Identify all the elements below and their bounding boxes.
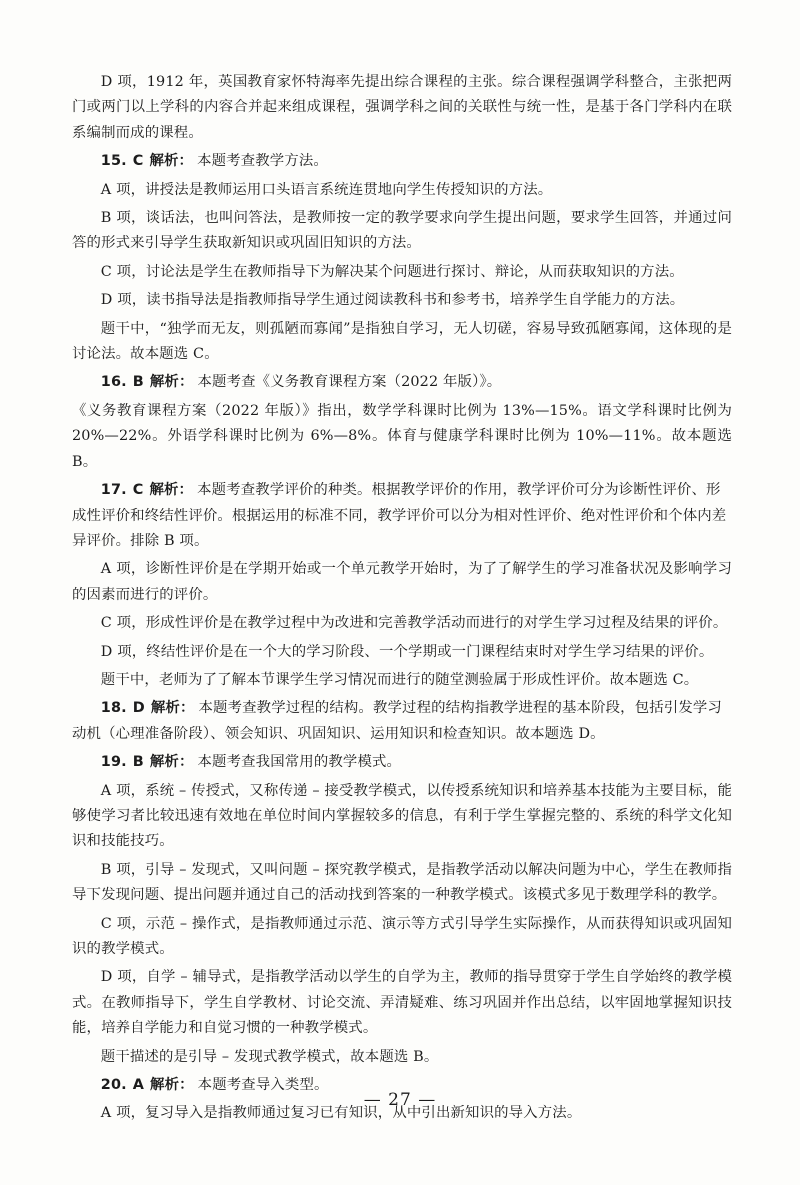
paragraph: C 项，形成性评价是在教学过程中为改进和完善教学活动而进行的对学生学习过程及结果的评价。 bbox=[100, 615, 728, 632]
analysis-text: 本题考查教学过程的结构。教学过程的结构指教学进程的基本阶段，包括引发学习动机（心理准备阶段）、领会知识、巩固知识、运用知识和检查知识。故本题选 D。 bbox=[72, 700, 722, 742]
analysis-label: 解析： bbox=[149, 482, 194, 499]
question-answer-heading bbox=[72, 478, 732, 554]
answer-letter: B bbox=[132, 374, 144, 391]
paragraph: A 项，诊断性评价是在学期开始或一个单元教学开始时，为了了解学生的学习准备状况及影响学习的因素而进行的评价。 bbox=[72, 561, 732, 603]
question-number: 17. bbox=[100, 482, 127, 499]
paragraph: 题干中，“独学而无友，则孤陋而寡闻”是指独自学习，无人切磋，容易导致孤陋寡闻，这体现的是讨论法。故本题选 C。 bbox=[72, 320, 732, 363]
question-answer-heading bbox=[72, 370, 732, 395]
paragraph: B 项，引导 – 发现式，又叫问题 – 探究教学模式，是指教学活动以解决问题为中心，学生在教师指导下发现问题、提出问题并通过自己的活动找到答案的一种教学模式。该模式多见于数理学科的教学。 bbox=[72, 861, 732, 904]
page-number: — 27 — bbox=[363, 1090, 437, 1110]
analysis-text: 本题考查教学评价的种类。根据教学评价的作用，教学评价可分为诊断性评价、形成性评价和终结性评价。根据运用的标准不同，教学评价可以分为相对性评价、绝对性评价和个体内差异评价。排除 B 项。 bbox=[72, 482, 727, 549]
question-number: 20. bbox=[100, 1077, 127, 1094]
paragraph: 《义务教育课程方案（2022 年版）》指出，数学学科课时比例为 13%—15%。语文学科课时比例为 20%—22%。外语学科课时比例为 6%—8%。体育与健康学科课时比例为 10%—11%。故本题选 B。 bbox=[72, 402, 732, 470]
analysis-label: 解析： bbox=[149, 153, 194, 170]
paragraph: D 项，终结性评价是在一个大的学习阶段、一个学期或一门课程结束时对学生学习结果的评价。 bbox=[100, 643, 714, 660]
answer-letter: D bbox=[132, 700, 145, 717]
answer-letter: C bbox=[132, 482, 144, 499]
analysis-label: 解析： bbox=[149, 374, 194, 391]
paragraph: A 项，复习导入是指教师通过复习已有知识，从中引出新知识的导入方法。 bbox=[100, 1105, 582, 1122]
question-answer-heading bbox=[72, 696, 732, 747]
question-answer-heading bbox=[72, 750, 732, 775]
paragraph: C 项，讨论法是学生在教师指导下为解决某个问题进行探讨、辩论，从而获取知识的方法。 bbox=[100, 263, 684, 280]
question-number: 19. bbox=[100, 754, 127, 771]
paragraph: B 项，谈话法，也叫问答法，是教师按一定的教学要求向学生提出问题，要求学生回答，并通过问答的形式来引导学生获取新知识或巩固旧知识的方法。 bbox=[72, 210, 732, 252]
analysis-text: 本题考查我国常用的教学模式。 bbox=[197, 754, 402, 771]
answer-letter: C bbox=[132, 153, 144, 170]
analysis-text: 本题考查教学方法。 bbox=[197, 153, 328, 170]
answer-letter: B bbox=[132, 754, 144, 771]
question-number: 18. bbox=[100, 700, 127, 717]
paragraph: D 项，1912 年，英国教育家怀特海率先提出综合课程的主张。综合课程强调学科整合，主张把两门或两门以上学科的内容合并起来组成课程，强调学科之间的关联性与统一性，是基于各门学科内在联系编制而成的课程。 bbox=[72, 74, 732, 141]
analysis-label: 解析： bbox=[149, 754, 194, 771]
analysis-text: 本题考查《义务教育课程方案（2022 年版）》。 bbox=[197, 374, 502, 391]
question-number: 16. bbox=[100, 374, 127, 391]
paragraph: 题干描述的是引导 – 发现式教学模式，故本题选 B。 bbox=[100, 1048, 439, 1065]
question-answer-heading bbox=[72, 149, 732, 174]
paragraph: D 项，读书指导法是指教师指导学生通过阅读教科书和参考书，培养学生自学能力的方法。 bbox=[100, 292, 685, 309]
paragraph: D 项，自学 – 辅导式，是指教学活动以学生的自学为主，教师的指导贯穿于学生自学始终的教学模式。在教师指导下，学生自学教材、讨论交流、弄清疑难、练习巩固并作出总结，以牢固地掌握知识技能，培养自学能力和自觉习惯的一种教学模式。 bbox=[72, 969, 732, 1037]
paragraph: A 项，系统 – 传授式，又称传递 – 接受教学模式，以传授系统知识和培养基本技能为主要目标，能够使学习者比较迅速有效地在单位时间内掌握较多的信息，有利于学生掌握完整的、系统的科学文化知识和技能技巧。 bbox=[72, 782, 732, 850]
analysis-label: 解析： bbox=[150, 1077, 194, 1094]
analysis-label: 解析： bbox=[150, 700, 195, 717]
question-number: 15. bbox=[100, 153, 127, 170]
page-body bbox=[72, 70, 732, 1130]
analysis-text: 本题考查导入类型。 bbox=[197, 1077, 329, 1094]
answer-letter: A bbox=[132, 1077, 145, 1094]
paragraph: 题干中，老师为了了解本节课学生学习情况而进行的随堂测验属于形成性评价。故本题选 C。 bbox=[100, 671, 699, 688]
paragraph: A 项，讲授法是教师运用口头语言系统连贯地向学生传授知识的方法。 bbox=[100, 181, 553, 198]
paragraph: C 项，示范 – 操作式，是指教师通过示范、演示等方式引导学生实际操作，从而获得知识或巩固知识的教学模式。 bbox=[72, 915, 732, 957]
